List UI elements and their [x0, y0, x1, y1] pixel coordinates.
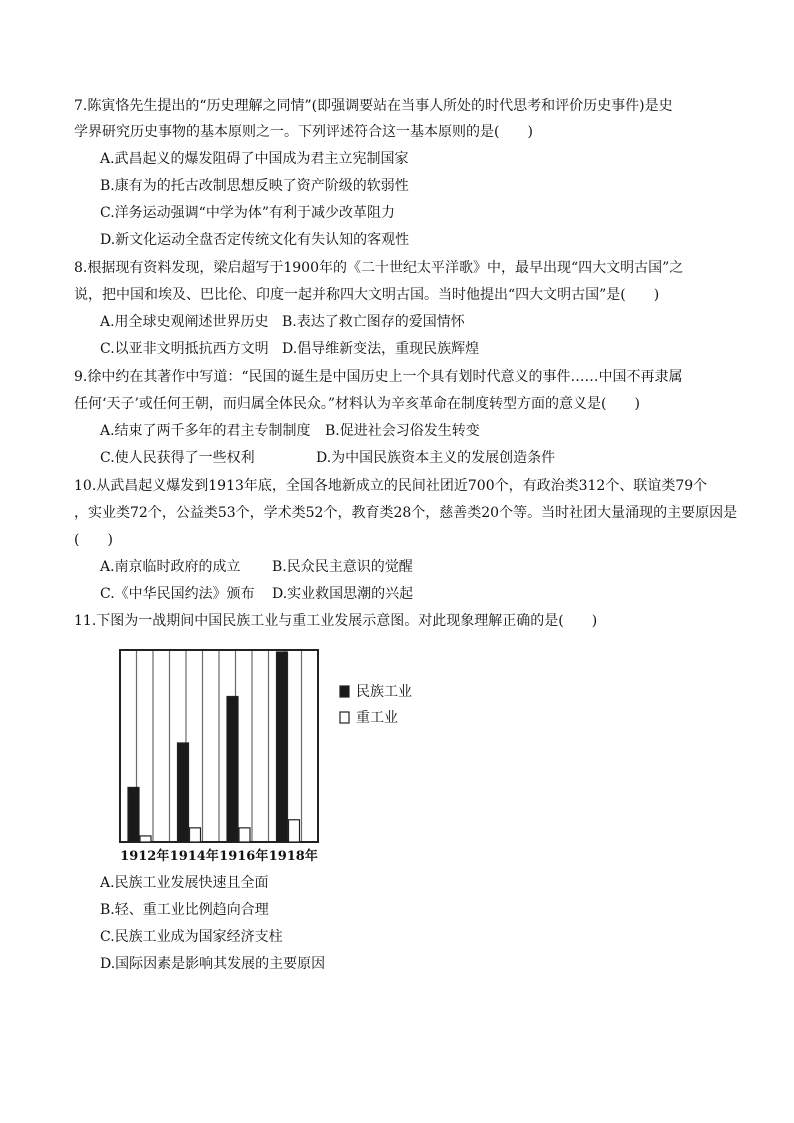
question-10-stem-line-1: 10.从武昌起义爆发到1913年底，全国各地新成立的民间社团近700个，有政治类312个、联谊类79个	[74, 478, 708, 494]
bar-national-industry	[227, 696, 238, 842]
bar-heavy-industry	[190, 828, 201, 842]
x-tick-label: 1918年	[268, 849, 318, 864]
bar-heavy-industry	[289, 820, 300, 842]
x-tick-label: 1912年	[120, 849, 170, 864]
legend-swatch	[340, 686, 349, 697]
question-9-stem-line-2: 任何‘天子’或任何王朝，而归属全体民众。”材料认为辛亥革命在制度转型方面的意义是( )	[74, 396, 640, 412]
question-7-stem-line-2: 学界研究历史事物的基本原则之一。下列评述符合这一基本原则的是( )	[74, 124, 533, 140]
question-7-option-c: C.洋务运动强调“中学为体”有利于减少改革阻力	[100, 205, 395, 221]
bar-heavy-industry	[140, 836, 151, 842]
legend-label: 重工业	[356, 710, 398, 726]
question-9-stem-line-1: 9.徐中约在其著作中写道：“民国的诞生是中国历史上一个具有划时代意义的事件……中国不再隶属	[74, 369, 683, 385]
question-10-option-b: B.民众民主意识的觉醒	[272, 559, 413, 575]
question-9-option-b: B.促进社会习俗发生转变	[325, 423, 480, 439]
question-8-option-a: A.用全球史观阐述世界历史	[100, 314, 269, 330]
question-8-option-d: D.倡导维新变法，重现民族辉煌	[282, 341, 480, 357]
legend-swatch	[340, 712, 349, 723]
x-tick-label: 1914年	[169, 849, 219, 864]
question-8-stem-line-1: 8.根据现有资料发现，梁启超写于1900年的《二十世纪太平洋歌》中，最早出现“四大文明古国”之	[74, 260, 684, 276]
question-10-stem-line-3: ( )	[74, 532, 113, 548]
bar-national-industry	[178, 743, 189, 842]
bar-heavy-industry	[239, 828, 250, 842]
question-10-option-a: A.南京临时政府的成立	[100, 559, 241, 575]
question-7-option-d: D.新文化运动全盘否定传统文化有失认知的客观性	[100, 232, 410, 248]
question-8-option-c: C.以亚非文明抵抗西方文明	[100, 341, 269, 357]
question-11-option-c: C.民族工业成为国家经济支柱	[100, 929, 283, 945]
industry-bar-chart	[112, 646, 452, 866]
question-11-option-b: B.轻、重工业比例趋向合理	[100, 902, 269, 918]
question-11-option-a: A.民族工业发展快速且全面	[100, 875, 269, 891]
bar-national-industry	[277, 652, 288, 842]
question-11-stem-line-1: 11.下图为一战期间中国民族工业与重工业发展示意图。对此现象理解正确的是( )	[74, 613, 598, 629]
question-9-option-c: C.使人民获得了一些权利	[100, 450, 255, 466]
question-7-option-a: A.武昌起义的爆发阻碍了中国成为君主立宪制国家	[100, 151, 409, 167]
question-7-stem-line-1: 7.陈寅恪先生提出的“历史理解之同情”(即强调要站在当事人所处的时代思考和评价历史事件)是史	[74, 98, 673, 114]
question-10-option-c: C.《中华民国约法》颁布	[100, 586, 255, 602]
question-9-option-a: A.结束了两千多年的君主专制制度	[100, 423, 311, 439]
question-10-stem-line-2: ，实业类72个，公益类53个，学术类52个，教育类28个，慈善类20个等。当时社团大量涌现的主要原因是	[74, 505, 738, 521]
question-10-option-d: D.实业救国思潮的兴起	[272, 586, 414, 602]
legend-label: 民族工业	[356, 684, 412, 700]
x-tick-label: 1916年	[219, 849, 269, 864]
question-8-option-b: B.表达了救亡图存的爱国情怀	[282, 314, 465, 330]
question-11-option-d: D.国际因素是影响其发展的主要原因	[100, 956, 326, 972]
question-8-stem-line-2: 说，把中国和埃及、巴比伦、印度一起并称四大文明古国。当时他提出“四大文明古国”是( )	[74, 287, 660, 303]
question-7-option-b: B.康有为的托古改制思想反映了资产阶级的软弱性	[100, 178, 409, 194]
question-9-option-d: D.为中国民族资本主义的发展创造条件	[316, 450, 556, 466]
bar-national-industry	[128, 787, 139, 842]
